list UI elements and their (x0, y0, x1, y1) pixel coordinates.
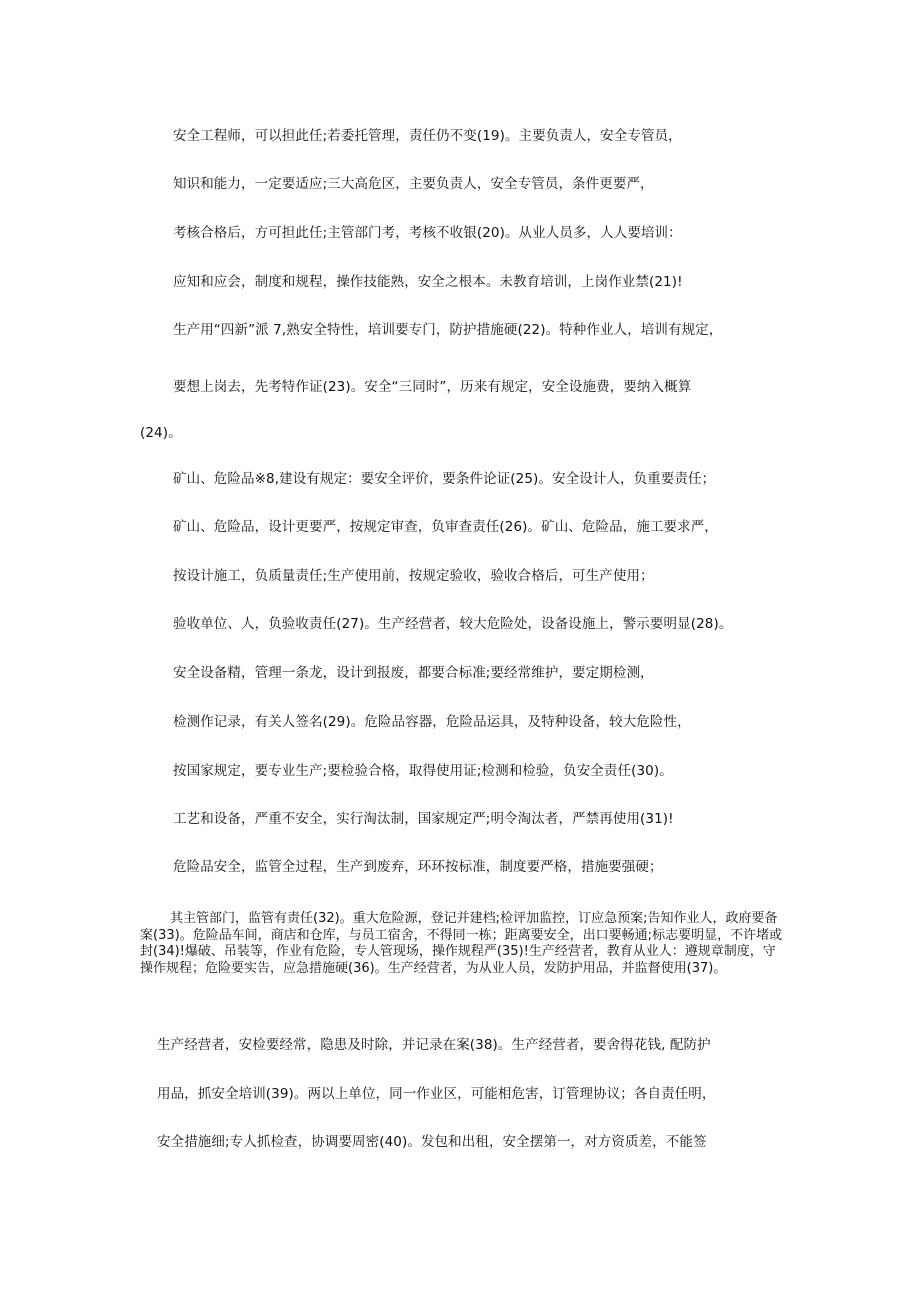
text-line: 验收单位、人，负验收责任(27)。生产经营者，较大危险处，设备设施上，警示要明显(28)。 (173, 616, 733, 632)
text-line: 危险品安全，监管全过程，生产到废弃，环环按标准，制度要严格，措施要强硬； (173, 859, 663, 875)
text-line: 安全工程师，可以担此任;若委托管理，责任仍不变(19)。主要负责人，安全专管员， (173, 128, 682, 144)
text-line: (24)。 (140, 425, 182, 441)
text-line: 要想上岗去，先考特作证(23)。安全“三同时”，历来有规定，安全设施费，要纳入概算 (173, 379, 692, 395)
text-line: 矿山、危险品※8,建设有规定：要安全评价，要条件论证(25)。安全设计人，负重要责任； (173, 471, 716, 487)
text-line: 安全措施细;专人抓检查，协调要周密(40)。发包和出租，安全摆第一，对方资质差，不能签 (157, 1134, 707, 1150)
dense-paragraph (140, 911, 785, 977)
text-line: 按设计施工，负质量责任;生产使用前，按规定验收，验收合格后，可生产使用； (173, 568, 654, 584)
text-line: 安全设备精，管理一条龙，设计到报废，都要合标准;要经常维护，要定期检测， (173, 665, 654, 681)
text-line: 检测作记录，有关人签名(29)。危险品容器，危险品运具，及特种设备，较大危险性， (173, 714, 691, 730)
text-line: 应知和应会，制度和规程，操作技能熟，安全之根本。未教育培训，上岗作业禁(21)! (173, 274, 683, 290)
text-line: 矿山、危险品，设计更要严，按规定审查，负审查责任(26)。矿山、危险品，施工要求严， (173, 519, 718, 535)
paragraph-text: 其主管部门，监管有责任(32)。重大危险源，登记并建档;检评加监控，订应急预案;告知作业人，政府要备案(33)。危险品车间，商店和仓库，与员工宿舍，不得同一栋；距离要安全，出口要畅通;标志要明显，不许堵或封(34)!爆破、吊装等，作业有危险，专人管现场，操作规程严(35)!生产经营者，教育从业人：遵规章制度，守操作规程；危险要实告，应急措施硬(36)。生产经营者，为从业人员，发防护用品，并监督使用(37)。 (140, 911, 783, 976)
text-line: 用品，抓安全培训(39)。两以上单位，同一作业区，可能相危害，订管理协议；各自责任明， (157, 1086, 716, 1102)
text-line: 知识和能力，一定要适应;三大高危区，主要负责人，安全专管员，条件更要严， (173, 176, 654, 192)
text-line: 生产经营者，安检要经常，隐患及时除，并记录在案(38)。生产经营者，要舍得花钱, 配防护 (157, 1037, 711, 1053)
text-line: 按国家规定，要专业生产;要检验合格，取得使用证;检测和检验，负安全责任(30)。 (173, 763, 673, 779)
text-line: 工艺和设备，严重不安全，实行淘汰制，国家规定严;明令淘汰者，严禁再使用(31)! (173, 811, 674, 827)
text-line: 考核合格后，方可担此任;主管部门考，考核不收银(20)。从业人员多，人人要培训： (173, 225, 682, 241)
text-line: 生产用“四新”派 7,熟安全特性，培训要专门，防护措施硬(22)。特种作业人，培训有规定， (173, 322, 723, 338)
